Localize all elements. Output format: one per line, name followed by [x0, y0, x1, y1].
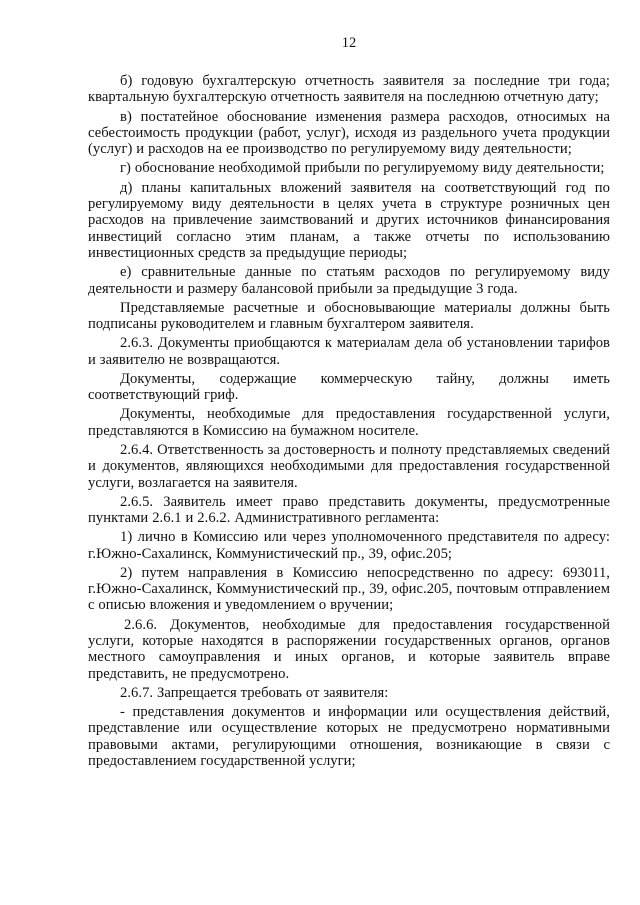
paragraph-submission-by-mail: 2) путем направления в Комиссию непосредственно по адресу: 693011, г.Южно-Сахалинск, Коммунистический пр., 39, офис.205, почтовым отправлением с описью вложения и уведомлением о вручении; [88, 564, 610, 614]
paragraph-commercial-secret: Документы, содержащие коммерческую тайну, должны иметь соответствующий гриф. [88, 370, 610, 404]
paragraph-2-6-3: 2.6.3. Документы приобщаются к материалам дела об установлении тарифов и заявителю не возвращаются. [88, 335, 610, 368]
paragraph-paper-form: Документы, необходимые для предоставления государственной услуги, представляются в Комиссию на бумажном носителе. [88, 406, 610, 439]
paragraph-2-6-6: 2.6.6. Документов, необходимые для предоставления государственной услуги, которые находятся в распоряжении государственных органов, органов местного самоуправления и иных органов, и которые заявитель вправе представить, не предусмотрено. [88, 616, 610, 682]
paragraph-submission-in-person: 1) лично в Комиссию или через уполномоченного представителя по адресу: г.Южно-Сахалинск, Коммунистический пр., 39, офис.205; [88, 529, 610, 562]
page-number: 12 [341, 35, 357, 51]
paragraph-b-financial-statements: б) годовую бухгалтерскую отчетность заявителя за последние три года; квартальную бухгалтерскую отчетность заявителя на последнюю отчетную дату; [88, 73, 610, 106]
paragraph-2-6-7: 2.6.7. Запрещается требовать от заявителя: [120, 684, 389, 701]
paragraph-signature-requirement: Представляемые расчетные и обосновывающие материалы должны быть подписаны руководителем и главным бухгалтером заявителя. [88, 299, 610, 333]
paragraph-2-6-4: 2.6.4. Ответственность за достоверность и полноту представляемых сведений и документов, являющихся необходимыми для предоставления государственной услуги, возлагается на заявителя. [88, 441, 610, 491]
paragraph-v-cost-justification: в) постатейное обоснование изменения размера расходов, относимых на себестоимость продукции (работ, услуг), исходя из раздельного учета продукции (услуг) и расходов на ее производство по регулируемому виду деятельности; [88, 108, 610, 158]
paragraph-g-profit-justification: г) обоснование необходимой прибыли по регулируемому виду деятельности; [120, 160, 605, 177]
paragraph-e-comparative-data: е) сравнительные данные по статьям расходов по регулируемому виду деятельности и размеру балансовой прибыли за предыдущие 3 года. [88, 264, 610, 297]
paragraph-prohibition-item: - представления документов и информации или осуществления действий, представление или осуществление которых не предусмотрено нормативными правовыми актами, регулирующими отношения, возникающие в связи с предоставлением государственной услуги; [88, 703, 610, 770]
paragraph-d-capital-investment-plans: д) планы капитальных вложений заявителя на соответствующий год по регулируемому виду деятельности в целях учета в структуре розничных цен расходов на привлечение заимствований и других источников финансирования инвестиций согласно этим планам, а также отчеты по использованию инвестиционных средств за предыдущие периоды; [88, 179, 610, 262]
paragraph-2-6-5: 2.6.5. Заявитель имеет право представить документы, предусмотренные пунктами 2.6.1 и 2.6.2. Административного регламента: [88, 493, 610, 527]
